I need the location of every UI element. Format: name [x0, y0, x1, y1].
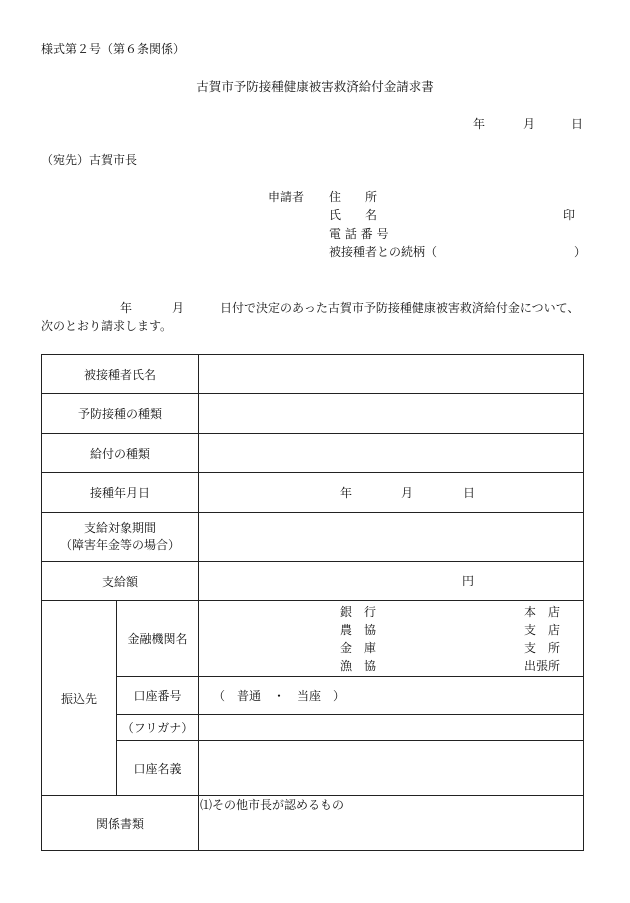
furigana-label: （フリガナ） [117, 715, 199, 741]
vaccination-month: 月 [401, 485, 414, 500]
bank-type-agri: 農 協 [340, 622, 377, 637]
account-holder-label: 口座名義 [117, 741, 199, 796]
account-holder-field[interactable] [199, 741, 584, 796]
branch-type-office: 支 所 [524, 640, 561, 655]
documents-label: 関係書類 [42, 796, 199, 851]
application-table [41, 354, 584, 851]
benefit-type-field[interactable] [199, 434, 584, 473]
branch-type-main: 本 店 [524, 604, 561, 619]
vaccination-date-field[interactable] [199, 473, 584, 513]
applicant-address-label: 住 所 [329, 190, 378, 204]
documents-note: ⑴その他市長が認めるもの [200, 798, 345, 812]
amount-label: 支給額 [42, 562, 199, 601]
applicant-name-label: 氏 名 [329, 208, 378, 222]
vaccine-type-label: 予防接種の種類 [42, 394, 199, 434]
vaccination-day: 日 [463, 485, 476, 500]
payment-period-label [42, 513, 199, 562]
branch-type-agency: 出張所 [524, 658, 561, 673]
bank-type-bank: 銀 行 [340, 604, 377, 619]
form-number: 様式第２号（第６条関係） [41, 42, 186, 56]
account-number-field[interactable] [199, 677, 584, 715]
date-day: 日 [571, 117, 584, 131]
applicant-relation-label: 被接種者との続柄（ [329, 245, 438, 259]
amount-unit: 円 [462, 573, 475, 588]
bank-name-label: 金融機関名 [117, 601, 199, 677]
bank-type-credit: 金 庫 [340, 640, 377, 655]
account-number-label: 口座番号 [117, 677, 199, 715]
page-title: 古賀市予防接種健康被害救済給付金請求書 [196, 79, 434, 94]
payment-period-field[interactable] [199, 513, 584, 562]
body-text-line1: 日付で決定のあった古賀市予防接種健康被害救済給付金について、 [220, 301, 580, 315]
payment-period-label-line1: 支給対象期間 [84, 521, 157, 535]
branch-type-branch: 支 店 [524, 622, 561, 637]
benefit-type-label: 給付の種類 [42, 434, 199, 473]
applicant-phone-label: 電 話 番 号 [329, 227, 389, 241]
bank-name-field[interactable] [199, 601, 584, 677]
account-type-options: （ 普通 ・ 当座 ） [213, 688, 346, 703]
applicant-label: 申請者 [268, 190, 305, 204]
amount-field[interactable] [199, 562, 584, 601]
addressee: （宛先）古賀市長 [41, 153, 138, 167]
bank-type-fish: 漁 協 [340, 658, 377, 673]
documents-field[interactable] [199, 796, 584, 851]
body-year: 年 [120, 301, 133, 315]
body-month: 月 [172, 301, 185, 315]
date-month: 月 [523, 117, 536, 131]
furigana-field[interactable] [199, 715, 584, 741]
date-year: 年 [473, 117, 486, 131]
vaccinee-name-field[interactable] [199, 355, 584, 394]
body-text-line2: 次のとおり請求します。 [41, 319, 173, 333]
seal-mark: 印 [563, 208, 576, 222]
transfer-to-label: 振込先 [42, 601, 117, 796]
applicant-relation-close: ） [574, 245, 587, 259]
vaccine-type-field[interactable] [199, 394, 584, 434]
vaccination-year: 年 [340, 485, 353, 500]
vaccination-date-label: 接種年月日 [42, 473, 199, 513]
vaccinee-name-label: 被接種者氏名 [42, 355, 199, 394]
payment-period-label-line2: （障害年金等の場合） [60, 538, 181, 552]
